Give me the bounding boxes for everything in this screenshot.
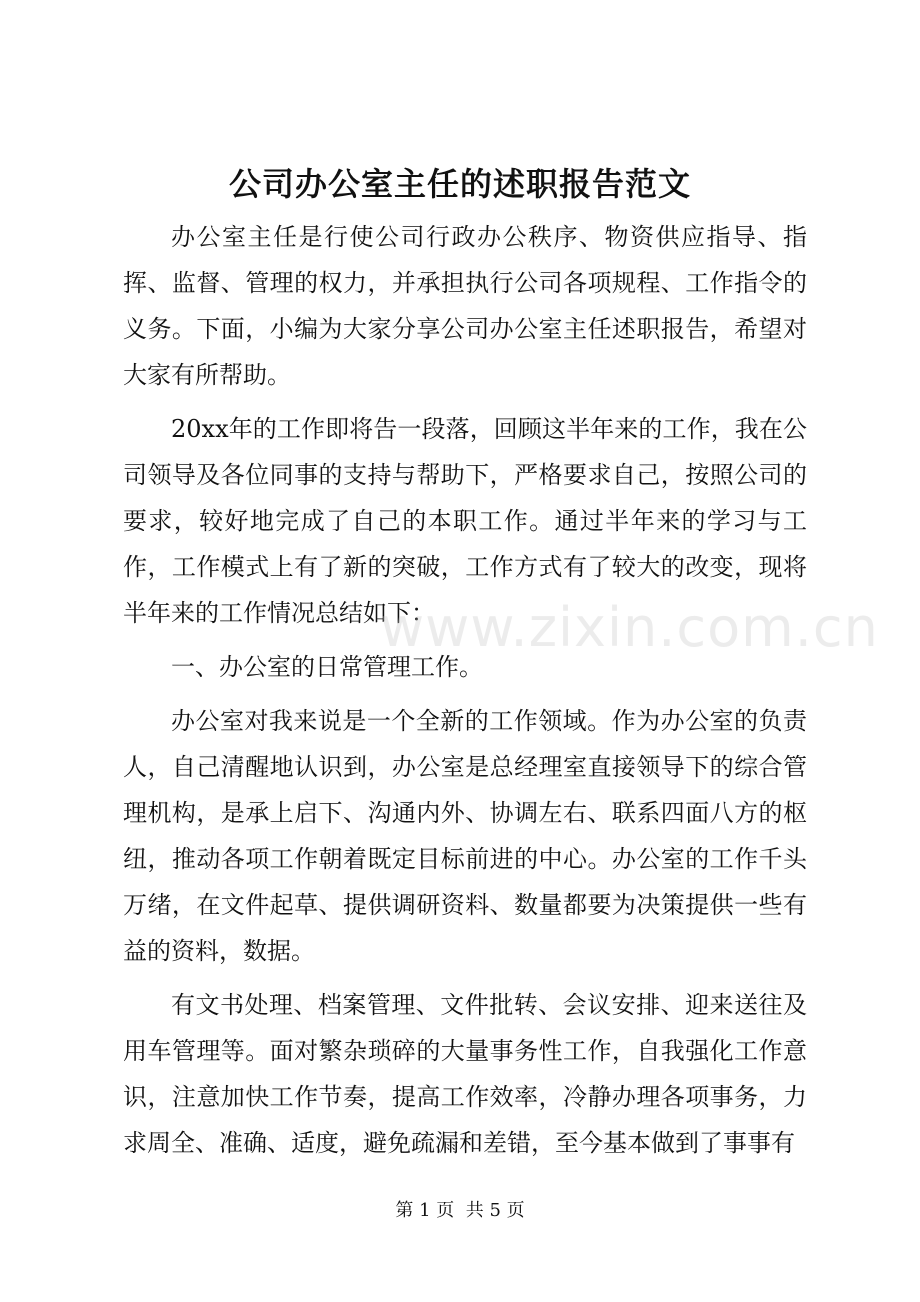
- paragraph-summary: 20xx年的工作即将告一段落，回顾这半年来的工作，我在公司领导及各位同事的支持与帮助下，严格要求自己，按照公司的要求，较好地完成了自己的本职工作。通过半年来的学习与工作，工作模式上有了新的突破，工作方式有了较大的改变，现将半年来的工作情况总结如下：: [123, 415, 807, 627]
- section-heading-1: 一、办公室的日常管理工作。: [171, 653, 483, 681]
- footer-spacer: [454, 1200, 465, 1221]
- page-footer: [0, 1198, 920, 1224]
- page-number: 第 1 页: [395, 1200, 455, 1221]
- document-body: [123, 214, 807, 1174]
- paragraph-intro: 办公室主任是行使公司行政办公秩序、物资供应指导、指挥、监督、管理的权力，并承担执行公司各项规程、工作指令的义务。下面，小编为大家分享公司办公室主任述职报告，希望对大家有所帮助。: [123, 223, 807, 389]
- document-title: 公司办公室主任的述职报告范文: [228, 165, 691, 203]
- page-total: 共 5 页: [465, 1200, 525, 1221]
- paragraph-office-tasks: 有文书处理、档案管理、文件批转、会议安排、迎来送往及用车管理等。面对繁杂琐碎的大量事务性工作，自我强化工作意识，注意加快工作节奏，提高工作效率，冷静办理各项事务，力求周全、准确、适度，避免疏漏和差错，至今基本做到了事事有: [123, 991, 807, 1157]
- paragraph-office-role: 办公室对我来说是一个全新的工作领域。作为办公室的负责人，自己清醒地认识到，办公室是总经理室直接领导下的综合管理机构，是承上启下、沟通内外、协调左右、联系四面八方的枢纽，推动各项工作朝着既定目标前进的中心。办公室的工作千头万绪，在文件起草、提供调研资料、数量都要为决策提供一些有益的资料，数据。: [123, 707, 807, 965]
- watermark: www.zixin.com.cn: [380, 596, 879, 659]
